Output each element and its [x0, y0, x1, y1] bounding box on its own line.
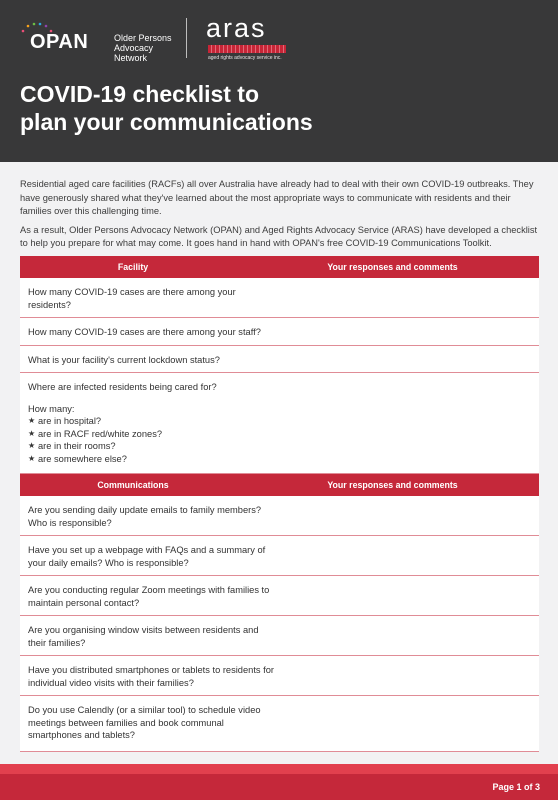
- table-row: Do you use Calendly (or a similar tool) to schedule video meetings between families and book communal smartphones and tablets?: [20, 696, 539, 752]
- table-row: How many COVID-19 cases are there among your residents?: [20, 278, 539, 318]
- opan-wordmark: OPAN: [30, 31, 89, 53]
- table-row: Are you conducting regular Zoom meetings with families to maintain personal contact?: [20, 576, 539, 616]
- opan-logo: [20, 22, 180, 63]
- page-title: COVID-19 checklist to plan your communications: [20, 81, 313, 135]
- page-header: [0, 0, 558, 162]
- intro-paragraph: As a result, Older Persons Advocacy Network (OPAN) and Aged Rights Advocacy Service (ARAS) have developed a checklist to help you prepare for what may come. It goes hand in hand with OPAN's free COVID-19 Communications Toolkit.: [20, 224, 538, 248]
- page-footer: [0, 774, 558, 800]
- table-row: Are you sending daily update emails to family members? Who is responsible?: [20, 496, 539, 536]
- aras-barcode-graphic: [208, 45, 286, 53]
- intro-paragraph: Residential aged care facilities (RACFs) all over Australia have already had to deal with their own COVID-19 outbreaks. They have generously shared what they've learned about the most appropriate ways to communicate with residents and their families over this challenging time.: [20, 179, 534, 216]
- aras-wordmark: aras: [206, 13, 267, 43]
- communications-header-left: Communications: [97, 480, 169, 490]
- table-row: What is your facility's current lockdown status?: [20, 346, 539, 374]
- table-row: How many COVID-19 cases are there among your staff?: [20, 318, 539, 346]
- communications-header-right: Your responses and comments: [327, 480, 458, 490]
- table-row: Where are infected residents being cared for? How many: ★ are in hospital? ★ are in RACF red/white zones? ★ are in their rooms? ★ are somewhere else?: [20, 373, 539, 474]
- intro-text: [20, 178, 542, 256]
- footer-strip: [0, 764, 558, 774]
- list-item: ★ are somewhere else?: [28, 453, 127, 464]
- facility-header: [20, 256, 539, 278]
- how-many-list: [28, 415, 529, 465]
- aras-tagline: aged rights advocacy service inc.: [208, 55, 282, 61]
- star-bullet-icon: ★: [28, 453, 36, 463]
- list-item: ★ are in RACF red/white zones?: [28, 428, 163, 439]
- list-item: ★ are in hospital?: [28, 416, 102, 426]
- star-bullet-icon: ★: [28, 441, 36, 450]
- star-bullet-icon: ★: [28, 428, 36, 438]
- table-row: Have you set up a webpage with FAQs and a summary of your daily emails? Who is responsible?: [20, 536, 539, 576]
- checklist-table: [20, 256, 539, 752]
- list-item: ★ are in their rooms?: [28, 441, 116, 451]
- facility-header-right: Your responses and comments: [327, 262, 458, 272]
- communications-header: [20, 474, 539, 496]
- logo-divider: [186, 18, 187, 58]
- aras-logo: [206, 14, 290, 62]
- star-bullet-icon: ★: [28, 416, 36, 425]
- opan-fullname: Older Persons Advocacy Network: [114, 33, 172, 63]
- table-row: Are you organising window visits between residents and their families?: [20, 616, 539, 656]
- facility-header-left: Facility: [117, 262, 149, 272]
- how-many-label: How many:: [28, 403, 75, 414]
- page-number: Page 1 of 3: [492, 782, 540, 792]
- table-row: Have you distributed smartphones or tablets to residents for individual video visits with their families?: [20, 656, 539, 696]
